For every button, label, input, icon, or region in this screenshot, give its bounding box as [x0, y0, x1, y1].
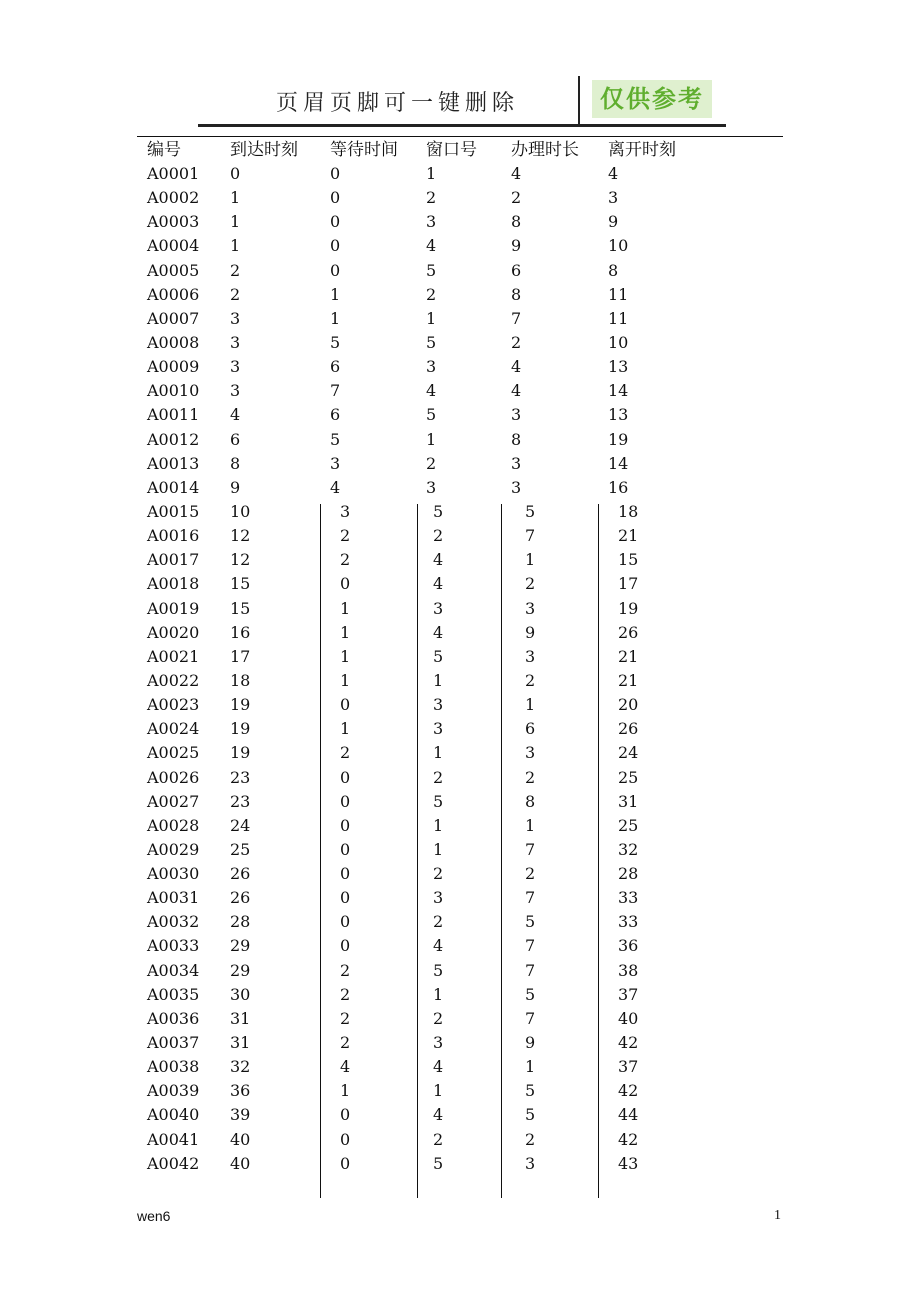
table-cell: 0	[330, 188, 341, 208]
table-cell: 3	[511, 477, 522, 497]
table-cell: 18	[618, 501, 639, 521]
table-cell: 19	[230, 695, 251, 715]
table-cell: 5	[525, 1105, 536, 1125]
table-cell: 8	[511, 212, 522, 232]
row-id: A0001	[147, 164, 200, 183]
row-id: A0006	[147, 284, 200, 304]
table-cell: 0	[340, 767, 351, 787]
page-header-text: 页眉页脚可一键删除	[276, 91, 520, 116]
table-cell: 10	[608, 236, 629, 256]
table-cell: 28	[618, 864, 639, 884]
row-id: A0004	[147, 236, 200, 256]
table-cell: 6	[230, 429, 241, 449]
row-id: A0036	[147, 1008, 200, 1028]
table-cell: 17	[618, 574, 639, 594]
table-cell: 3	[426, 357, 437, 377]
row-id: A0027	[147, 791, 200, 811]
table-cell: 3	[608, 188, 619, 208]
row-id: A0021	[147, 646, 200, 666]
table-cell: 1	[340, 1081, 351, 1101]
table-cell: 3	[525, 743, 536, 763]
table-cell: 1	[433, 984, 444, 1004]
table-cell: 16	[608, 477, 629, 497]
column-divider	[320, 504, 321, 1198]
table-cell: 1	[340, 622, 351, 642]
table-cell: 3	[433, 598, 444, 618]
table-cell: 3	[525, 646, 536, 666]
table-cell: 4	[433, 1105, 444, 1125]
table-cell: 0	[340, 791, 351, 811]
table-cell: 14	[608, 453, 629, 473]
table-cell: 19	[618, 598, 639, 618]
table-cell: 5	[525, 912, 536, 932]
table-cell: 4	[511, 164, 522, 183]
table-cell: 2	[511, 188, 522, 208]
column-divider	[417, 504, 418, 1198]
table-cell: 12	[230, 526, 251, 546]
table-cell: 11	[608, 308, 629, 328]
table-cell: 19	[608, 429, 629, 449]
row-id: A0017	[147, 550, 200, 570]
column-header: 办理时长	[511, 140, 579, 160]
table-cell: 39	[230, 1105, 251, 1125]
table-cell: 19	[230, 719, 251, 739]
table-cell: 2	[433, 526, 444, 546]
table-cell: 0	[340, 695, 351, 715]
table-cell: 9	[608, 212, 619, 232]
table-cell: 3	[525, 1153, 536, 1173]
row-id: A0026	[147, 767, 200, 787]
table-cell: 9	[525, 1033, 536, 1053]
table-cell: 0	[340, 936, 351, 956]
table-cell: 1	[433, 670, 444, 690]
table-cell: 37	[618, 1057, 639, 1077]
table-cell: 2	[426, 188, 437, 208]
table-cell: 1	[525, 1057, 536, 1077]
table-cell: 2	[340, 1008, 351, 1028]
row-id: A0038	[147, 1057, 200, 1077]
table-cell: 5	[525, 1081, 536, 1101]
table-cell: 42	[618, 1129, 639, 1149]
table-cell: 0	[340, 864, 351, 884]
table-cell: 8	[230, 453, 241, 473]
row-id: A0039	[147, 1081, 200, 1101]
table-cell: 5	[433, 791, 444, 811]
row-id: A0007	[147, 308, 200, 328]
table-cell: 2	[525, 767, 536, 787]
table-cell: 1	[340, 646, 351, 666]
table-cell: 13	[608, 405, 629, 425]
table-cell: 29	[230, 936, 251, 956]
table-cell: 2	[525, 574, 536, 594]
table-cell: 4	[230, 405, 241, 425]
table-cell: 5	[433, 646, 444, 666]
table-cell: 1	[433, 815, 444, 835]
table-cell: 11	[608, 284, 629, 304]
table-cell: 2	[230, 260, 241, 280]
table-cell: 3	[525, 598, 536, 618]
row-id: A0042	[147, 1153, 200, 1173]
table-cell: 5	[426, 405, 437, 425]
table-cell: 26	[230, 864, 251, 884]
table-cell: 2	[340, 1033, 351, 1053]
table-cell: 3	[511, 453, 522, 473]
table-cell: 3	[433, 719, 444, 739]
table-cell: 5	[330, 429, 341, 449]
table-cell: 9	[525, 622, 536, 642]
table-cell: 10	[230, 501, 251, 521]
table-cell: 0	[330, 236, 341, 256]
row-id: A0034	[147, 960, 200, 980]
row-id: A0014	[147, 477, 200, 497]
table-cell: 25	[618, 767, 639, 787]
table-cell: 4	[511, 357, 522, 377]
table-cell: 6	[525, 719, 536, 739]
table-cell: 40	[618, 1008, 639, 1028]
table-cell: 2	[340, 960, 351, 980]
table-cell: 1	[426, 308, 437, 328]
table-cell: 5	[330, 332, 341, 352]
table-cell: 3	[230, 381, 241, 401]
table-cell: 2	[433, 912, 444, 932]
table-cell: 3	[230, 332, 241, 352]
row-id: A0003	[147, 212, 200, 232]
table-cell: 25	[618, 815, 639, 835]
table-cell: 2	[340, 984, 351, 1004]
table-cell: 23	[230, 791, 251, 811]
table-cell: 3	[433, 888, 444, 908]
table-cell: 3	[511, 405, 522, 425]
table-cell: 3	[426, 212, 437, 232]
table-cell: 0	[330, 212, 341, 232]
table-cell: 2	[525, 864, 536, 884]
table-cell: 0	[340, 574, 351, 594]
table-cell: 33	[618, 888, 639, 908]
table-cell: 36	[618, 936, 639, 956]
row-id: A0029	[147, 839, 200, 859]
table-cell: 9	[230, 477, 241, 497]
table-cell: 42	[618, 1081, 639, 1101]
table-cell: 0	[340, 1153, 351, 1173]
row-id: A0023	[147, 695, 200, 715]
row-id: A0005	[147, 260, 200, 280]
table-cell: 1	[525, 695, 536, 715]
table-cell: 7	[525, 936, 536, 956]
table-cell: 0	[340, 1105, 351, 1125]
table-cell: 40	[230, 1129, 251, 1149]
row-id: A0033	[147, 936, 200, 956]
table-cell: 1	[426, 164, 437, 183]
table-cell: 3	[330, 453, 341, 473]
table-cell: 2	[340, 550, 351, 570]
table-cell: 2	[525, 670, 536, 690]
table-cell: 2	[433, 864, 444, 884]
header-separator	[578, 76, 580, 126]
table-cell: 26	[618, 622, 639, 642]
row-id: A0009	[147, 357, 200, 377]
footer-author: wen6	[137, 1208, 171, 1224]
table-cell: 2	[426, 284, 437, 304]
column-header: 到达时刻	[230, 140, 298, 160]
row-id: A0028	[147, 815, 200, 835]
table-cell: 19	[230, 743, 251, 763]
table-cell: 13	[608, 357, 629, 377]
column-divider	[598, 504, 599, 1198]
table-cell: 0	[340, 912, 351, 932]
table-cell: 1	[433, 1081, 444, 1101]
table-cell: 2	[433, 1129, 444, 1149]
row-id: A0024	[147, 719, 200, 739]
table-cell: 21	[618, 526, 639, 546]
table-cell: 5	[426, 260, 437, 280]
header-underline	[198, 124, 726, 127]
table-cell: 31	[618, 791, 639, 811]
table-cell: 6	[330, 357, 341, 377]
table-cell: 17	[230, 646, 251, 666]
table-cell: 1	[230, 188, 241, 208]
column-header: 离开时刻	[608, 140, 676, 160]
table-cell: 37	[618, 984, 639, 1004]
table-cell: 43	[618, 1153, 639, 1173]
row-id: A0015	[147, 501, 200, 521]
table-cell: 4	[433, 622, 444, 642]
row-id: A0022	[147, 670, 200, 690]
table-cell: 4	[511, 381, 522, 401]
row-id: A0020	[147, 622, 200, 642]
table-cell: 20	[618, 695, 639, 715]
table-cell: 2	[230, 284, 241, 304]
row-id: A0012	[147, 429, 200, 449]
table-cell: 24	[230, 815, 251, 835]
table-cell: 25	[230, 839, 251, 859]
table-cell: 1	[525, 815, 536, 835]
table-cell: 7	[525, 526, 536, 546]
table-cell: 4	[426, 381, 437, 401]
column-divider	[501, 504, 502, 1198]
table-cell: 36	[230, 1081, 251, 1101]
row-id: A0010	[147, 381, 200, 401]
table-cell: 4	[433, 1057, 444, 1077]
row-id: A0013	[147, 453, 200, 473]
table-cell: 0	[340, 1129, 351, 1149]
table-cell: 18	[230, 670, 251, 690]
table-cell: 5	[525, 984, 536, 1004]
table-cell: 2	[525, 1129, 536, 1149]
table-cell: 32	[230, 1057, 251, 1077]
table-cell: 1	[330, 284, 341, 304]
row-id: A0025	[147, 743, 200, 763]
table-cell: 9	[511, 236, 522, 256]
table-cell: 4	[433, 550, 444, 570]
table-cell: 31	[230, 1008, 251, 1028]
row-id: A0019	[147, 598, 200, 618]
table-cell: 0	[230, 164, 241, 183]
table-cell: 2	[433, 767, 444, 787]
table-cell: 2	[511, 332, 522, 352]
column-header: 窗口号	[426, 140, 477, 160]
table-cell: 0	[340, 888, 351, 908]
table-cell: 1	[230, 236, 241, 256]
table-cell: 2	[340, 526, 351, 546]
table-cell: 15	[230, 574, 251, 594]
table-cell: 4	[330, 477, 341, 497]
footer-page-number: 1	[774, 1208, 781, 1223]
table-cell: 26	[618, 719, 639, 739]
table-cell: 4	[426, 236, 437, 256]
table-cell: 5	[433, 960, 444, 980]
table-cell: 33	[618, 912, 639, 932]
table-cell: 7	[525, 888, 536, 908]
table-cell: 7	[525, 960, 536, 980]
row-id: A0041	[147, 1129, 200, 1149]
table-cell: 16	[230, 622, 251, 642]
table-cell: 2	[340, 743, 351, 763]
row-id: A0016	[147, 526, 200, 546]
table-cell: 8	[525, 791, 536, 811]
table-cell: 0	[330, 164, 341, 183]
row-id: A0037	[147, 1033, 200, 1053]
table-cell: 5	[525, 501, 536, 521]
table-cell: 6	[330, 405, 341, 425]
table-cell: 4	[433, 936, 444, 956]
table-cell: 15	[230, 598, 251, 618]
table-cell: 3	[340, 501, 351, 521]
table-cell: 1	[525, 550, 536, 570]
table-cell: 3	[230, 308, 241, 328]
table-cell: 38	[618, 960, 639, 980]
table-cell: 44	[618, 1105, 639, 1125]
table-cell: 1	[230, 212, 241, 232]
table-cell: 1	[340, 670, 351, 690]
row-id: A0011	[147, 405, 200, 425]
table-cell: 3	[433, 1033, 444, 1053]
table-cell: 14	[608, 381, 629, 401]
table-cell: 30	[230, 984, 251, 1004]
table-cell: 1	[433, 839, 444, 859]
row-id: A0032	[147, 912, 200, 932]
table-cell: 3	[433, 695, 444, 715]
table-cell: 7	[525, 839, 536, 859]
table-cell: 2	[426, 453, 437, 473]
reference-badge: 仅供参考	[592, 80, 712, 118]
table-cell: 2	[433, 1008, 444, 1028]
table-cell: 5	[433, 1153, 444, 1173]
table-cell: 5	[426, 332, 437, 352]
row-id: A0018	[147, 574, 200, 594]
table-cell: 4	[608, 164, 619, 183]
table-cell: 8	[511, 284, 522, 304]
table-cell: 21	[618, 670, 639, 690]
table-cell: 7	[525, 1008, 536, 1028]
table-cell: 28	[230, 912, 251, 932]
table-cell: 8	[511, 429, 522, 449]
table-cell: 7	[511, 308, 522, 328]
table-cell: 4	[340, 1057, 351, 1077]
table-cell: 1	[340, 598, 351, 618]
table-cell: 5	[433, 501, 444, 521]
table-cell: 6	[511, 260, 522, 280]
table-cell: 1	[426, 429, 437, 449]
table-cell: 3	[426, 477, 437, 497]
table-cell: 0	[330, 260, 341, 280]
table-cell: 32	[618, 839, 639, 859]
table-cell: 40	[230, 1153, 251, 1173]
table-cell: 7	[330, 381, 341, 401]
table-cell: 0	[340, 839, 351, 859]
column-header: 等待时间	[330, 140, 398, 160]
column-header: 编号	[147, 140, 181, 160]
table-cell: 3	[230, 357, 241, 377]
table-cell: 24	[618, 743, 639, 763]
table-cell: 1	[340, 719, 351, 739]
table-cell: 26	[230, 888, 251, 908]
table-cell: 15	[618, 550, 639, 570]
table-top-rule	[137, 136, 783, 137]
row-id: A0031	[147, 888, 200, 908]
row-id: A0002	[147, 188, 200, 208]
table-cell: 12	[230, 550, 251, 570]
table-cell: 21	[618, 646, 639, 666]
row-id: A0008	[147, 332, 200, 352]
table-cell: 4	[433, 574, 444, 594]
row-id: A0040	[147, 1105, 200, 1125]
table-cell: 42	[618, 1033, 639, 1053]
table-cell: 23	[230, 767, 251, 787]
table-cell: 31	[230, 1033, 251, 1053]
table-cell: 1	[330, 308, 341, 328]
table-cell: 8	[608, 260, 619, 280]
row-id: A0035	[147, 984, 200, 1004]
table-cell: 29	[230, 960, 251, 980]
table-cell: 0	[340, 815, 351, 835]
table-cell: 10	[608, 332, 629, 352]
row-id: A0030	[147, 864, 200, 884]
table-cell: 1	[433, 743, 444, 763]
